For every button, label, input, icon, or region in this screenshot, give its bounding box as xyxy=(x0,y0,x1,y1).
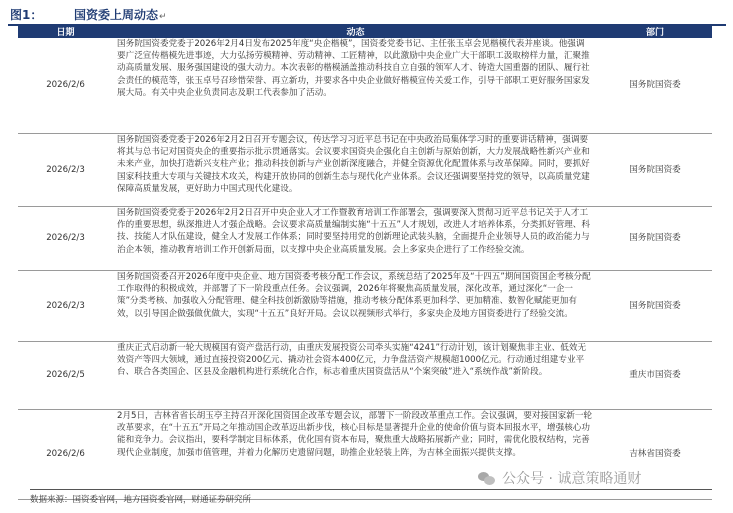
row-date: 2026/2/5 xyxy=(18,342,113,410)
header-dept: 部门 xyxy=(598,25,712,38)
figure-label: 图1： xyxy=(10,8,43,22)
row-content xyxy=(113,207,598,271)
row-dept: 吉林省国资委 xyxy=(598,410,712,500)
row-content xyxy=(113,38,598,134)
return-mark: ↵ xyxy=(159,12,167,22)
row-content-text: 重庆正式启动新一轮大规模国有资产盘活行动，由重庆发展投资公司牵头实施“4241”行动计划，该计划聚焦非主业、低效无效资产等四大领域，通过直接投资200亿元、撬动社会资本400亿元，力争盘活资产规模超1000亿元。行动通过组建专业平台、联合各类国企、区县及金融机构进行系统化合作，标志着重庆国资盘活从“个案突破”进入“系统作战”新阶段。 xyxy=(117,343,587,378)
row-dept: 国务院国资委 xyxy=(598,207,712,271)
row-dept: 国务院国资委 xyxy=(598,271,712,342)
row-content-text: 国务院国资委党委于2026年2月4日发布2025年度“央企楷模”，国资委党委书记、主任张玉卓会见楷模代表并座谈。他强调要广泛宣传楷模先进事迹，大力弘扬劳模精神、劳动精神、工匠精神，以此激励中央企业广大干部职工汲取榜样力量，汇聚推动高质量发展、服务强国建设的强大动力。本次表彰的楷模涵盖推动科技自立自强的领军人才、铸造大国重器的团队、履行社会责任的模范等，张玉卓号召珍惜荣誉、再立新功，并要求各中央企业做好楷模宣传关爱工作，引导干部职工更好服务国家发展大局。有关中央企业负责同志及职工代表参加了活动。 xyxy=(117,39,590,98)
row-date: 2026/2/3 xyxy=(18,134,113,207)
watermark-text: 公众号 · 诚意策略通财 xyxy=(502,471,642,487)
row-content xyxy=(113,271,598,342)
source-note: 数据来源：国资委官网，地方国资委官网，财通证券研究所 xyxy=(30,489,712,505)
row-dept: 国务院国资委 xyxy=(598,38,712,134)
row-date: 2026/2/6 xyxy=(18,410,113,500)
table-row xyxy=(18,134,712,207)
table-header-row xyxy=(18,25,712,38)
row-content-text: 国务院国资委党委于2026年2月2日召开专题会议，传达学习习近平总书记在中央政治局集体学习时的重要讲话精神，强调要将其与总书记对国资央企的重要指示批示贯通落实。会议要求国资央企强化自主创新与原始创新，大力发展战略性新兴产业和未来产业，加快打造新兴支柱产业；推动科技创新与产业创新深度融合，并健全资源优化配置体系与改革保障。同时，要抓好国家科技重大专项与关键技术攻关，构建开放协同的创新生态与现代化产业体系。会议还强调要坚持党的领导，以高质量党建保障高质量发展，更好助力中国式现代化建设。 xyxy=(117,135,590,194)
row-content xyxy=(113,342,598,410)
header-content: 动态 xyxy=(113,25,598,38)
row-date: 2026/2/3 xyxy=(18,207,113,271)
row-content xyxy=(113,134,598,207)
table-row xyxy=(18,342,712,410)
wechat-icon xyxy=(478,471,496,485)
row-dept: 国务院国资委 xyxy=(598,134,712,207)
row-date: 2026/2/6 xyxy=(18,38,113,134)
table-row xyxy=(18,271,712,342)
figure-title-bar xyxy=(8,4,726,26)
dynamics-table xyxy=(18,25,712,500)
header-date: 日期 xyxy=(18,25,113,38)
row-dept: 重庆市国资委 xyxy=(598,342,712,410)
row-content-text: 国务院国资委召开2026年度中央企业、地方国资委考核分配工作会议，系统总结了2025年及“十四五”期间国资国企考核分配工作取得的积极成效，并部署了下一阶段重点任务。会议强调，2026年将聚焦高质量发展，深化改革，通过深化“一企一策”分类考核、加强收入分配管理、健全科技创新激励等措施，推动考核分配体系更加科学、更加精准、数智化赋能更加有效，以引导国企做强做优做大，实现“十五五”良好开局。会议以视频形式举行，多家央企及地方国资委进行了经验交流。 xyxy=(117,272,591,319)
table-row xyxy=(18,207,712,271)
watermark xyxy=(478,468,641,488)
row-content-text: 2月5日，吉林省省长胡玉亭主持召开深化国资国企改革专题会议，部署下一阶段改革重点工作。会议强调，要对接国家新一轮改革要求，在“十五五”开局之年推动国企改革迈出新步伐，核心目标是显著提升企业的使命价值与资本回报水平，增强核心功能和竞争力。会议指出，要科学制定目标体系，优化国有资本布局，聚焦重大战略拓展新产业；同时，需优化股权结构，完善现代企业制度，加强市值管理，并着力化解历史遗留问题，助推企业轻装上阵，为吉林全面振兴提供支撑。 xyxy=(117,411,592,458)
figure-title-text: 国资委上周动态 xyxy=(74,8,159,22)
figure-title xyxy=(74,6,167,23)
table-row xyxy=(18,38,712,134)
row-content-text: 国务院国资委党委于2026年2月2日召开中央企业人才工作暨教育培训工作部署会，强调要深入贯彻习近平总书记关于人才工作的重要思想，纵深推进人才强企战略。会议要求高质量编制实施“十五五”人才规划，改进人才培养体系，分类抓好管理、科技、技能人才队伍建设，健全人才发展工作体系；同时要坚持用党的创新理论武装头脑，全面提升企业领导人员的政治能力与治企本领，推动教育培训工作开创新局面，以支撑中央企业高质量发展。会上多家央企进行了工作经验交流。 xyxy=(117,208,590,255)
row-date: 2026/2/3 xyxy=(18,271,113,342)
